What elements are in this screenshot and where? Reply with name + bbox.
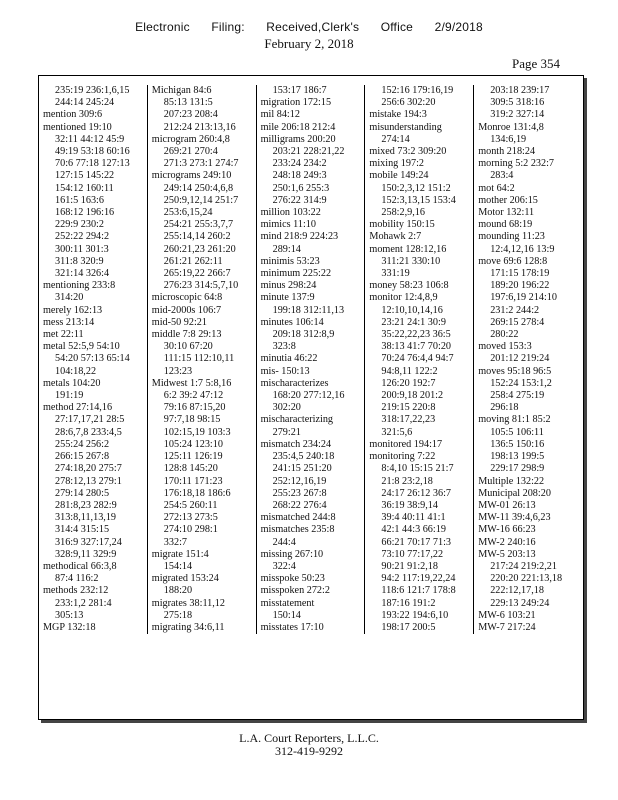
index-entry: methodical 66:3,8 [43,560,117,572]
index-entry: mischaracterizing [260,414,334,426]
index-entry-continuation: 258:4 275:19 [490,390,545,402]
index-entry-continuation: 128:8 145:20 [163,463,218,475]
index-entry-continuation: 319:2 327:14 [490,109,545,121]
index-entry-continuation: 35:22,22,23 36:5 [381,329,451,341]
index-entry-continuation: 311:21 330:10 [381,255,441,267]
index-entry-continuation: 302:20 [272,402,301,414]
index-entry-continuation: 322:4 [272,560,296,572]
index-entry: minimis 53:23 [260,255,320,267]
index-entry: MW-5 203:13 [478,548,536,560]
index-entry: minute 137:9 [260,292,315,304]
index-entry-continuation: 203:21 228:21,22 [272,146,345,158]
index-entry: mixed 73:2 309:20 [369,146,447,158]
index-entry: mentioning 233:8 [43,280,116,292]
index-entry-continuation: 296:18 [490,402,519,414]
index-entry: mind 218:9 224:23 [260,231,339,243]
index-entry: Mohawk 2:7 [369,231,422,243]
index-entry-continuation: 94:8,11 122:2 [381,365,438,377]
index-entry: minutia 46:22 [260,353,318,365]
index-column [148,85,257,634]
filing-word: Filing: [211,20,245,34]
index-entry-continuation: 229:13 249:24 [490,597,550,609]
index-entry: mimics 11:10 [260,219,316,231]
index-entry-continuation: 278:12,13 279:1 [55,475,122,487]
index-entry-continuation: 12:10,10,14,16 [381,304,443,316]
index-entry-continuation: 105:5 106:11 [490,426,544,438]
index-entry: missing 267:10 [260,548,324,560]
index-entry-continuation: 198:17 200:5 [381,621,436,633]
index-entry: monitored 194:17 [369,438,443,450]
index-entry: middle 7:8 29:13 [151,329,222,341]
index-entry-continuation: 280:22 [490,329,519,341]
index-entry-continuation: 150:14 [272,609,301,621]
index-entry-continuation: 42:1 44:3 66:19 [381,524,446,536]
index-entry-continuation: 313:8,11,13,19 [55,512,117,524]
index-entry-continuation: 323:8 [272,341,296,353]
index-entry-continuation: 276:23 314:5,7,10 [163,280,239,292]
index-entry-continuation: 87:4 116:2 [55,573,99,585]
index-entry-continuation: 27:17,17,21 28:5 [55,414,125,426]
index-entry-continuation: 90:21 91:2,18 [381,560,438,572]
index-entry-continuation: 191:19 [55,390,84,402]
index-entry-continuation: 199:18 312:11,13 [272,304,345,316]
index-entry-continuation: 212:24 213:13,16 [163,121,236,133]
index-entry-continuation: 219:15 220:8 [381,402,436,414]
index-entry-continuation: 233:24 234:2 [272,158,327,170]
index-entry: mil 84:12 [260,109,300,121]
index-entry: money 58:23 106:8 [369,280,449,292]
index-entry-continuation: 70:6 77:18 127:13 [55,158,130,170]
index-entry-continuation: 127:15 145:22 [55,170,115,182]
index-entry-continuation: 250:9,12,14 251:7 [163,194,239,206]
index-entry-continuation: 150:2,3,12 151:2 [381,182,451,194]
index-entry: mot 64:2 [478,182,515,194]
index-entry-continuation: 104:18,22 [55,365,97,377]
index-column [39,85,148,634]
index-entry-continuation: 209:18 312:8,9 [272,329,335,341]
index-entry: mother 206:15 [478,194,538,206]
index-entry-continuation: 36:19 38:9,14 [381,499,438,511]
index-entry-continuation: 97:7,18 98:15 [163,414,221,426]
index-entry-continuation: 305:13 [55,609,84,621]
index-entry-continuation: 126:20 192:7 [381,377,436,389]
index-entry-continuation: 235:19 236:1,6,15 [55,85,130,96]
index-entry-continuation: 255:14,14 260:2 [163,231,231,243]
index-entry: mistake 194:3 [369,109,427,121]
index-entry-continuation: 252:22 294:2 [55,231,110,243]
index-entry-continuation: 252:12,16,19 [272,475,327,487]
index-entry-continuation: 256:6 302:20 [381,97,436,109]
index-entry: microscopic 64:8 [151,292,223,304]
index-entry: MW-2 240:16 [478,536,536,548]
index-entry: mention 309:6 [43,109,103,121]
word-index-box [38,75,584,720]
index-entry: Midwest 1:7 5:8,16 [151,377,232,389]
transcript-date: February 2, 2018 [264,36,354,51]
index-entry-continuation: 73:10 77:17,22 [381,548,444,560]
index-entry-continuation: 271:3 273:1 274:7 [163,158,239,170]
index-entry-continuation: 231:2 244:2 [490,304,540,316]
index-entry-continuation: 260:21,23 261:20 [163,243,236,255]
page-number: Page 354 [511,56,560,71]
filing-stamp [0,20,618,34]
index-entry-continuation: 328:9,11 329:9 [55,548,117,560]
index-entry-continuation: 207:23 208:4 [163,109,218,121]
index-entry-continuation: 85:13 131:5 [163,97,213,109]
index-entry-continuation: 300:11 301:3 [55,243,109,255]
index-entry: MW-7 217:24 [478,621,536,633]
index-entry: mismatched 244:8 [260,512,336,524]
index-entry: migrates 38:11,12 [151,597,225,609]
index-entry-continuation: 66:21 70:17 71:3 [381,536,452,548]
index-entry-continuation: 94:2 117:19,22,24 [381,573,456,585]
index-entry-continuation: 289:14 [272,243,301,255]
index-entry: mixing 197:2 [369,158,425,170]
index-entry-continuation: 229:17 298:9 [490,463,545,475]
index-entry-continuation: 32:11 44:12 45:9 [55,133,125,145]
index-entry: MW-11 39:4,6,23 [478,512,551,524]
index-entry-continuation: 249:14 250:4,6,8 [163,182,234,194]
court-reporter-phone: 312-419-9292 [275,744,343,758]
index-entry: merely 162:13 [43,304,103,316]
filing-word: Received,Clerk's [266,20,360,34]
index-entry: MW-16 66:23 [478,524,536,536]
index-entry: met 22:11 [43,329,84,341]
index-entry-continuation: 189:20 196:22 [490,280,550,292]
index-entry-continuation: 279:21 [272,426,301,438]
index-entry: monitor 12:4,8,9 [369,292,438,304]
index-entry-continuation: 153:17 186:7 [272,85,327,96]
index-entry: micrograms 249:10 [151,170,232,182]
index-entry: methods 232:12 [43,585,109,597]
index-entry-continuation: 314:20 [55,292,84,304]
index-entry-continuation: 152:3,13,15 153:4 [381,194,456,206]
index-entry: migrate 151:4 [151,548,209,560]
index-entry-continuation: 105:24 123:10 [163,438,223,450]
index-entry-continuation: 241:15 251:20 [272,463,332,475]
index-entry-continuation: 23:21 24:1 30:9 [381,316,446,328]
index-entry-continuation: 268:22 276:4 [272,499,327,511]
index-entry: metals 104:20 [43,377,101,389]
index-entry-continuation: 12:4,12,16 13:9 [490,243,555,255]
index-entry-continuation: 220:20 221:13,18 [490,573,563,585]
index-entry-continuation: 316:9 327:17,24 [55,536,122,548]
index-entry: minimum 225:22 [260,268,332,280]
index-entry-continuation: 6:2 39:2 47:12 [163,390,224,402]
index-entry: microgram 260:4,8 [151,133,230,145]
index-entry-continuation: 38:13 41:7 70:20 [381,341,452,353]
index-entry-continuation: 28:6,7,8 233:4,5 [55,426,122,438]
index-entry-continuation: 8:4,10 15:15 21:7 [381,463,454,475]
filing-header [0,20,618,52]
index-entry: mid-50 92:21 [151,316,207,328]
index-entry-continuation: 258:2,9,16 [381,207,425,219]
index-entry-continuation: 321:14 326:4 [55,268,110,280]
index-entry-continuation: 188:20 [163,585,193,597]
index-entry: mobility 150:15 [369,219,435,231]
court-reporter-name: L.A. Court Reporters, L.L.C. [239,731,379,745]
index-entry-continuation: 283:4 [490,170,514,182]
index-entry-continuation: 274:18,20 275:7 [55,463,122,475]
index-entry-continuation: 314:4 315:15 [55,524,110,536]
index-entry-continuation: 281:8,23 282:9 [55,499,117,511]
index-entry-continuation: 266:15 267:8 [55,451,110,463]
index-entry: misspoken 272:2 [260,585,330,597]
index-entry-continuation: 102:15,19 103:3 [163,426,231,438]
index-entry: misstates 17:10 [260,621,324,633]
index-entry: migration 172:15 [260,97,332,109]
index-entry-continuation: 331:19 [381,268,410,280]
index-entry-continuation: 269:15 278:4 [490,316,545,328]
index-entry-continuation: 168:12 196:16 [55,207,115,219]
index-entry-continuation: 272:13 273:5 [163,512,218,524]
index-column [365,85,474,634]
index-entry-continuation: 134:6,19 [490,133,527,145]
index-entry-continuation: 54:20 57:13 65:14 [55,353,130,365]
index-column [474,85,583,634]
index-entry-continuation: 21:8 23:2,18 [381,475,433,487]
index-entry: million 103:22 [260,207,321,219]
index-entry-continuation: 136:5 150:16 [490,438,545,450]
index-entry-continuation: 235:4,5 240:18 [272,451,335,463]
index-entry-continuation: 318:17,22,23 [381,414,436,426]
index-entry-continuation: 311:8 320:9 [55,255,104,267]
index-entry-continuation: 332:7 [163,536,188,548]
index-entry-continuation: 274:10 298:1 [163,524,218,536]
index-entry-continuation: 111:15 112:10,11 [163,353,235,365]
index-entry-continuation: 198:13 199:5 [490,451,545,463]
index-entry-continuation: 250:1,6 255:3 [272,182,330,194]
index-entry-continuation: 233:1,2 281:4 [55,597,112,609]
index-entry-continuation: 168:20 277:12,16 [272,390,345,402]
index-entry-continuation: 170:11 171:23 [163,475,223,487]
index-entry-continuation: 255:23 267:8 [272,487,327,499]
index-entry-continuation: 187:16 191:2 [381,597,436,609]
index-entry: mismatch 234:24 [260,438,332,450]
index-entry: moves 95:18 96:5 [478,365,552,377]
footer [0,732,618,758]
index-entry: migrating 34:6,11 [151,621,225,633]
index-entry: Motor 132:11 [478,207,535,219]
index-entry-continuation: 193:22 194:6,10 [381,609,449,621]
index-entry-continuation: 203:18 239:17 [490,85,550,96]
index-entry-continuation: 222:12,17,18 [490,585,544,597]
index-entry-continuation: 269:21 270:4 [163,146,218,158]
index-entry: metal 52:5,9 54:10 [43,341,120,353]
index-entry: Multiple 132:22 [478,475,545,487]
index-entry-continuation: 161:5 163:6 [55,194,104,206]
index-entry-continuation: 152:16 179:16,19 [381,85,454,96]
index-entry: minus 298:24 [260,280,317,292]
index-entry: mess 213:14 [43,316,95,328]
index-entry-continuation: 265:19,22 266:7 [163,268,231,280]
index-entry: MW-6 103:21 [478,609,536,621]
index-entry: minutes 106:14 [260,316,324,328]
index-entry: misspoke 50:23 [260,573,325,585]
index-entry: mid-2000s 106:7 [151,304,222,316]
index-entry-continuation: 171:15 178:19 [490,268,550,280]
index-entry: moment 128:12,16 [369,243,447,255]
filing-word: Electronic [135,20,190,34]
index-entry-continuation: 24:17 26:12 36:7 [381,487,452,499]
filing-word: Office [380,20,414,34]
index-entry-continuation: 248:18 249:3 [272,170,327,182]
index-entry-continuation: 254:21 255:3,7,7 [163,219,234,231]
index-entry-continuation: 125:11 126:19 [163,451,223,463]
index-entry-continuation: 276:22 314:9 [272,194,327,206]
index-entry-continuation: 49:19 53:18 60:16 [55,146,130,158]
index-entry: MGP 132:18 [43,621,96,633]
index-entry-continuation: 244:4 [272,536,296,548]
index-entry: move 69:6 128:8 [478,255,548,267]
index-entry-continuation: 274:14 [381,133,410,145]
index-entry: misstatement [260,597,315,609]
index-entry: Municipal 208:20 [478,487,551,499]
index-entry: method 27:14,16 [43,402,113,414]
index-entry: mentioned 19:10 [43,121,112,133]
filing-word: 2/9/2018 [434,20,483,34]
index-entry-continuation: 244:14 245:24 [55,97,115,109]
index-entry-continuation: 229:9 230:2 [55,219,104,231]
index-entry: mobile 149:24 [369,170,429,182]
index-entry-continuation: 261:21 262:11 [163,255,223,267]
index-entry-continuation: 275:18 [163,609,193,621]
index-entry: moved 153:3 [478,341,532,353]
index-entry: mismatches 235:8 [260,524,335,536]
index-columns [39,85,583,634]
index-entry-continuation: 39:4 40:11 41:1 [381,512,446,524]
index-entry: mis- 150:13 [260,365,310,377]
index-entry-continuation: 118:6 121:7 178:8 [381,585,456,597]
index-entry-continuation: 255:24 256:2 [55,438,110,450]
index-entry-continuation: 176:18,18 186:6 [163,487,231,499]
index-entry: Michigan 84:6 [151,85,212,96]
index-entry: mischaracterizes [260,377,329,389]
index-entry: Monroe 131:4,8 [478,121,544,133]
index-entry-continuation: 321:5,6 [381,426,413,438]
index-entry-continuation: 152:24 153:1,2 [490,377,552,389]
index-entry: MW-01 26:13 [478,499,536,511]
index-entry: mile 206:18 212:4 [260,121,336,133]
index-entry-continuation: 30:10 67:20 [163,341,213,353]
index-entry-continuation: 154:14 [163,560,193,572]
index-entry: month 218:24 [478,146,536,158]
index-entry: migrated 153:24 [151,573,219,585]
index-entry: monitoring 7:22 [369,451,436,463]
index-entry: milligrams 200:20 [260,133,336,145]
index-entry-continuation: 200:9,18 201:2 [381,390,444,402]
index-entry-continuation: 154:12 160:11 [55,182,114,194]
index-entry: mound 68:19 [478,219,533,231]
index-entry-continuation: 79:16 87:15,20 [163,402,226,414]
index-entry-continuation: 197:6,19 214:10 [490,292,557,304]
index-entry-continuation: 217:24 219:2,21 [490,560,557,572]
index-entry-continuation: 201:12 219:24 [490,353,550,365]
index-entry-continuation: 70:24 76:4,4 94:7 [381,353,454,365]
index-entry: moving 81:1 85:2 [478,414,551,426]
index-entry-continuation: 279:14 280:5 [55,487,110,499]
index-column [257,85,366,634]
index-entry-continuation: 123:23 [163,365,193,377]
index-entry-continuation: 253:6,15,24 [163,207,213,219]
index-entry: misunderstanding [369,121,442,133]
index-entry-continuation: 309:5 318:16 [490,97,545,109]
index-entry: morning 5:2 232:7 [478,158,555,170]
index-entry: mounding 11:23 [478,231,545,243]
index-entry-continuation: 254:5 260:11 [163,499,218,511]
